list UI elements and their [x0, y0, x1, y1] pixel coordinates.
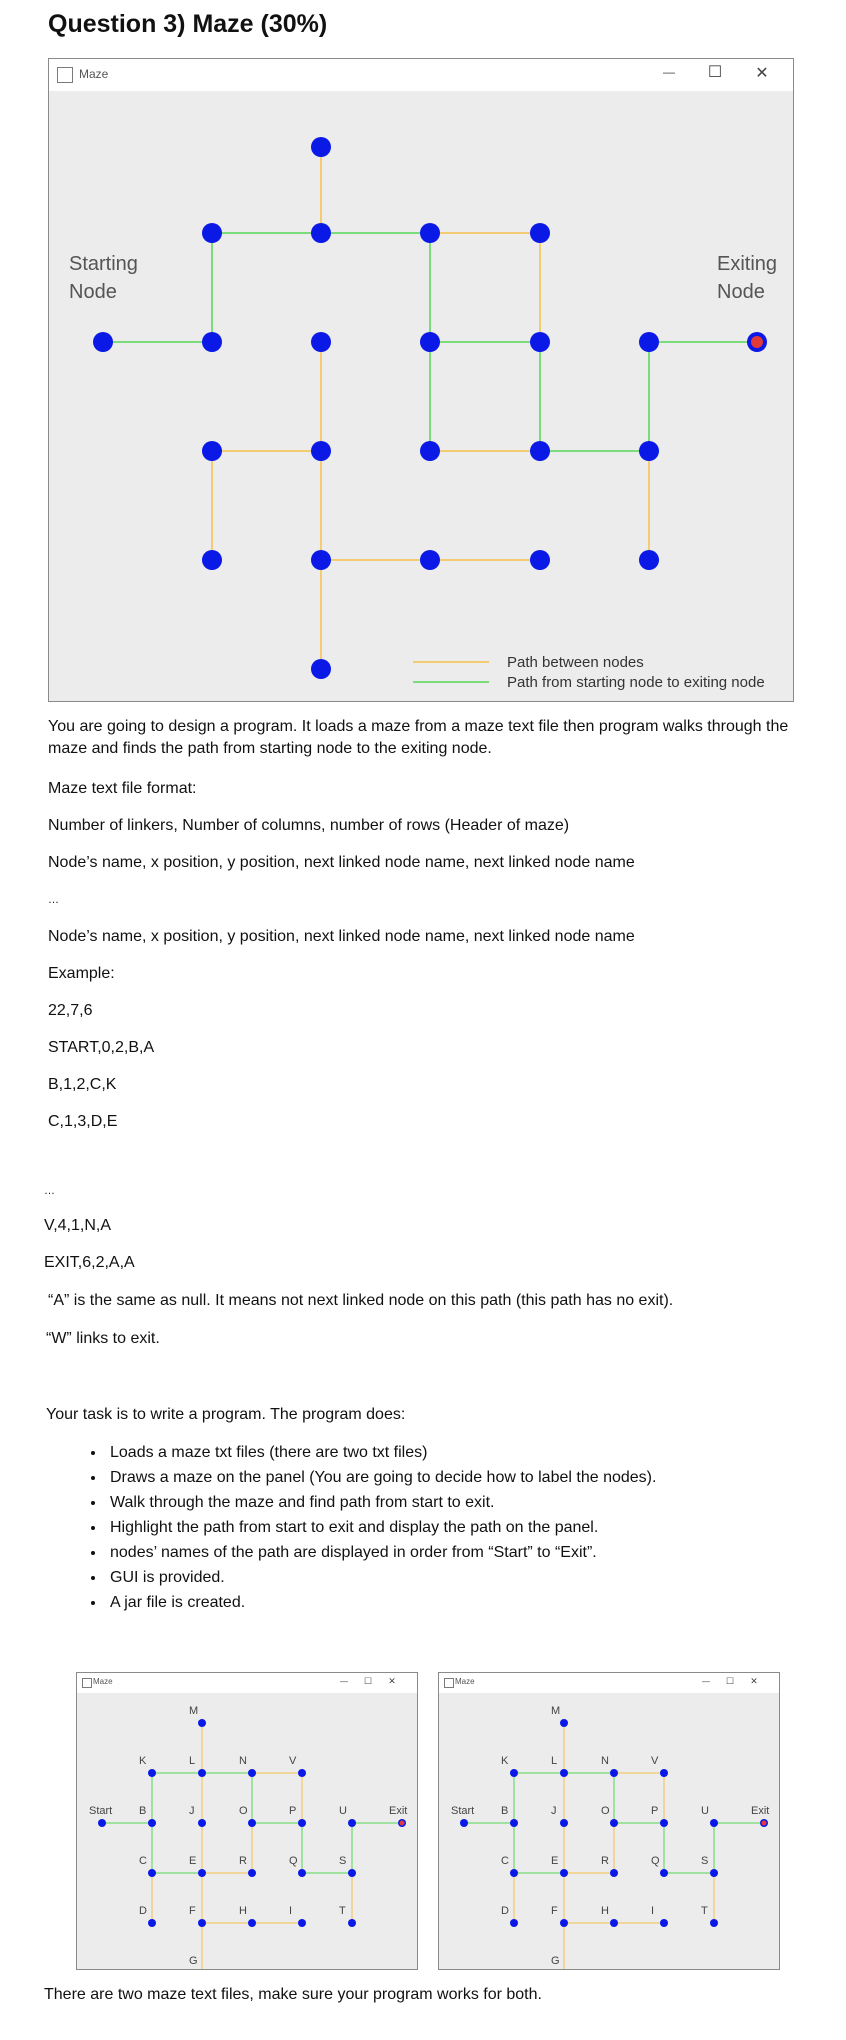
mini-node-label: T — [339, 1905, 346, 1917]
mini-node-q — [298, 1869, 306, 1877]
mini-node-label: D — [501, 1905, 509, 1917]
mini-exit-center — [400, 1821, 405, 1826]
question-heading: Question 3) Maze (30%) — [48, 10, 328, 38]
small-maze-window-2 — [438, 1672, 780, 1970]
maze-node — [639, 550, 659, 570]
mini-node-s — [710, 1869, 718, 1877]
maze-node — [420, 550, 440, 570]
mini-node-k — [510, 1769, 518, 1777]
note-w: “W” links to exit. — [46, 1330, 160, 1347]
mini-node-k — [148, 1769, 156, 1777]
mini-maze-panel — [77, 1693, 417, 1969]
mini-node-start — [98, 1819, 106, 1827]
mini-node-v — [298, 1769, 306, 1777]
mini-node-start — [460, 1819, 468, 1827]
minimize-button[interactable]: — — [702, 1677, 710, 1686]
mini-node-label: Q — [651, 1855, 660, 1867]
task-item: • Highlight the path from start to exit and display the path on the panel. — [106, 1515, 656, 1540]
mini-node-i — [660, 1919, 668, 1927]
maze-node — [311, 550, 331, 570]
exiting-node-label-line1: Exiting — [717, 253, 778, 275]
maze-node — [530, 332, 550, 352]
mini-node-label: N — [601, 1755, 609, 1767]
mini-node-label: Start — [451, 1805, 475, 1817]
mini-node-label: V — [289, 1755, 297, 1767]
example-line: V,4,1,N,A — [44, 1217, 112, 1234]
starting-node-label-line1: Starting — [69, 253, 138, 275]
mini-node-b — [148, 1819, 156, 1827]
mini-node-t — [348, 1919, 356, 1927]
note-a: “A” is the same as null. It means not next linked node on this path (this path has no exit). — [48, 1292, 674, 1309]
exit-node-center — [751, 336, 763, 348]
mini-node-label: T — [701, 1905, 708, 1917]
maximize-button[interactable]: ☐ — [707, 64, 723, 81]
maze-node — [530, 550, 550, 570]
mini-node-h — [248, 1919, 256, 1927]
mini-node-c — [510, 1869, 518, 1877]
mini-node-r — [610, 1869, 618, 1877]
maze-node — [420, 441, 440, 461]
window-title: Maze — [93, 1677, 113, 1686]
mini-node-n — [248, 1769, 256, 1777]
mini-node-l — [198, 1769, 206, 1777]
mini-node-label: S — [701, 1855, 709, 1867]
minimize-button[interactable]: — — [663, 65, 675, 79]
mini-node-r — [248, 1869, 256, 1877]
mini-node-f — [560, 1919, 568, 1927]
mini-node-label: L — [551, 1755, 558, 1767]
intro-paragraph: You are going to design a program. It loads a maze from a maze text file then program walks through the maze and finds the path from starting node to the exiting node. — [48, 718, 789, 757]
mini-node-t — [710, 1919, 718, 1927]
title-bar — [439, 1673, 779, 1693]
maximize-button[interactable]: ☐ — [725, 1676, 735, 1686]
maze-node — [202, 332, 222, 352]
mini-node-label: J — [189, 1805, 195, 1817]
maze-node — [311, 659, 331, 679]
mini-node-label: M — [551, 1705, 561, 1717]
task-item: • A jar file is created. — [106, 1590, 656, 1615]
mini-node-m — [198, 1719, 206, 1727]
window-title: Maze — [79, 67, 109, 81]
mini-node-label: B — [139, 1805, 147, 1817]
mini-node-label: D — [139, 1905, 147, 1917]
maze-window — [48, 58, 794, 702]
mini-node-label: U — [701, 1805, 709, 1817]
mini-node-m — [560, 1719, 568, 1727]
java-app-icon — [57, 67, 73, 83]
maze-node — [311, 441, 331, 461]
mini-node-label: I — [651, 1905, 655, 1917]
mini-node-label: O — [601, 1805, 610, 1817]
mini-node-label: V — [651, 1755, 659, 1767]
mini-node-h — [610, 1919, 618, 1927]
mini-node-label: F — [189, 1905, 196, 1917]
mini-node-e — [560, 1869, 568, 1877]
example-line: C,1,3,D,E — [48, 1113, 118, 1130]
maze-node — [530, 441, 550, 461]
mini-node-label: E — [189, 1855, 197, 1867]
mini-node-label: Q — [289, 1855, 298, 1867]
mini-node-label: C — [501, 1855, 509, 1867]
title-bar — [77, 1673, 417, 1693]
mini-node-label: I — [289, 1905, 293, 1917]
mini-node-label: M — [189, 1705, 199, 1717]
mini-node-label: C — [139, 1855, 147, 1867]
java-app-icon — [82, 1678, 92, 1688]
mini-node-label: G — [551, 1955, 560, 1967]
mini-node-i — [298, 1919, 306, 1927]
mini-node-e — [198, 1869, 206, 1877]
ellipsis-1: … — [48, 894, 59, 906]
mini-node-d — [148, 1919, 156, 1927]
ellipsis-2: … — [44, 1185, 55, 1197]
task-list — [70, 1440, 656, 1615]
exiting-node-label-line2: Node — [717, 281, 765, 303]
mini-node-label: J — [551, 1805, 557, 1817]
mini-node-label: L — [189, 1755, 196, 1767]
mini-node-label: Start — [89, 1805, 113, 1817]
example-line: EXIT,6,2,A,A — [44, 1254, 135, 1271]
maze-node — [202, 223, 222, 243]
maze-nodes — [93, 137, 659, 679]
close-button[interactable]: ✕ — [388, 1676, 396, 1686]
mini-node-label: S — [339, 1855, 347, 1867]
mini-node-label: G — [189, 1955, 198, 1967]
small-maze-window-1 — [76, 1672, 418, 1970]
mini-node-l — [560, 1769, 568, 1777]
mini-node-b — [510, 1819, 518, 1827]
maze-node — [311, 223, 331, 243]
maze-node — [202, 550, 222, 570]
task-item: • nodes’ names of the path are displayed in order from “Start” to “Exit”. — [106, 1540, 656, 1565]
mini-node-label: P — [289, 1805, 297, 1817]
mini-node-v — [660, 1769, 668, 1777]
maze-node — [202, 441, 222, 461]
starting-node-label-line2: Node — [69, 281, 117, 303]
mini-node-j — [198, 1819, 206, 1827]
mini-node-j — [560, 1819, 568, 1827]
maze-node — [639, 332, 659, 352]
maze-node — [639, 441, 659, 461]
mini-node-label: K — [139, 1755, 147, 1767]
minimize-button[interactable]: — — [340, 1677, 348, 1686]
task-item: • Walk through the maze and find path from start to exit. — [106, 1490, 656, 1515]
mini-exit-center — [762, 1821, 767, 1826]
mini-node-label: P — [651, 1805, 659, 1817]
mini-node-p — [660, 1819, 668, 1827]
maze-node — [311, 332, 331, 352]
maze-node — [311, 137, 331, 157]
mini-node-n — [610, 1769, 618, 1777]
mini-node-label: E — [551, 1855, 559, 1867]
mini-node-label: B — [501, 1805, 509, 1817]
header-line: Number of linkers, Number of columns, number of rows (Header of maze) — [48, 817, 570, 834]
maze-node — [420, 223, 440, 243]
close-button[interactable]: ✕ — [750, 1676, 758, 1686]
mini-node-d — [510, 1919, 518, 1927]
maximize-button[interactable]: ☐ — [363, 1676, 373, 1686]
mini-node-o — [248, 1819, 256, 1827]
task-item: • GUI is provided. — [106, 1565, 656, 1590]
example-line: 22,7,6 — [48, 1002, 93, 1019]
title-bar — [49, 59, 793, 91]
mini-node-label: O — [239, 1805, 248, 1817]
mini-node-label: U — [339, 1805, 347, 1817]
mini-node-f — [198, 1919, 206, 1927]
node-line: Node’s name, x position, y position, next linked node name, next linked node name — [48, 854, 635, 871]
mini-node-q — [660, 1869, 668, 1877]
maze-node — [420, 332, 440, 352]
mini-maze-panel — [439, 1693, 779, 1969]
example-line: START,0,2,B,A — [48, 1039, 155, 1056]
task-item: • Loads a maze txt files (there are two txt files) — [106, 1440, 656, 1465]
example-line: B,1,2,C,K — [48, 1076, 117, 1093]
mini-node-label: N — [239, 1755, 247, 1767]
mini-node-label: Exit — [389, 1805, 408, 1817]
mini-node-label: H — [239, 1905, 247, 1917]
java-app-icon — [444, 1678, 454, 1688]
mini-node-label: Exit — [751, 1805, 770, 1817]
mini-node-p — [298, 1819, 306, 1827]
maze-node — [530, 223, 550, 243]
mini-node-label: R — [601, 1855, 609, 1867]
footer-note: There are two maze text files, make sure your program works for both. — [44, 1986, 542, 2003]
legend-path-between-label: Path between nodes — [507, 654, 644, 671]
mini-node-label: H — [601, 1905, 609, 1917]
mini-node-label: R — [239, 1855, 247, 1867]
mini-node-c — [148, 1869, 156, 1877]
node-line-repeat: Node’s name, x position, y position, next linked node name, next linked node name — [48, 928, 635, 945]
close-button[interactable]: ✕ — [755, 65, 769, 82]
mini-node-o — [610, 1819, 618, 1827]
start-node — [93, 332, 113, 352]
format-title: Maze text file format: — [48, 780, 197, 797]
mini-node-u — [348, 1819, 356, 1827]
mini-node-label: F — [551, 1905, 558, 1917]
mini-node-s — [348, 1869, 356, 1877]
example-label: Example: — [48, 965, 115, 982]
maze-panel — [49, 91, 793, 701]
legend-solution-path-label: Path from starting node to exiting node — [507, 674, 765, 691]
mini-node-label: K — [501, 1755, 509, 1767]
task-item: • Draws a maze on the panel (You are going to decide how to label the nodes). — [106, 1465, 656, 1490]
window-title: Maze — [455, 1677, 475, 1686]
mini-node-u — [710, 1819, 718, 1827]
task-intro: Your task is to write a program. The program does: — [46, 1406, 406, 1423]
